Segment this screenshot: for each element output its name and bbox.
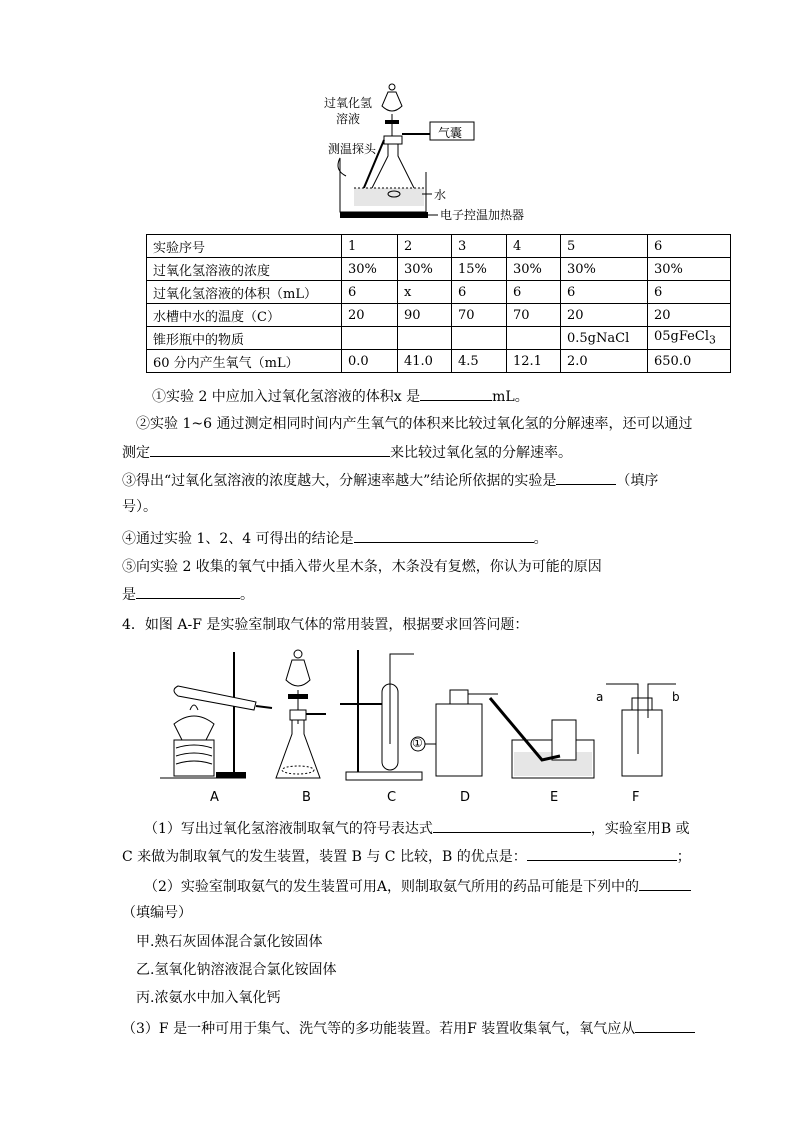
table-cell: 水槽中水的温度（C） [147,304,342,327]
q2-prefix: 测定 [122,445,150,461]
section-4-title: 4．如图 A-F 是实验室制取气体的常用装置，根据要求回答问题： [122,617,529,633]
p1-cont: ，实验室用B 或 [590,821,690,837]
answer-blank[interactable] [635,1018,695,1033]
table-cell [648,327,731,350]
table-cell: 2 [398,235,452,258]
answer-blank[interactable] [556,470,616,485]
table-cell: 3 [452,235,507,258]
label-D: D [460,790,471,805]
part-1-line1 [144,818,690,839]
q3-hint: （填序 [616,473,659,489]
answer-blank[interactable] [136,584,240,599]
table-cell: 30% [507,258,561,281]
question-3-line2: 号）。 [122,499,157,515]
question-5-line1: ⑤向实验 2 收集的氧气中插入带火星木条，木条没有复燃，你认为可能的原因 [122,559,602,575]
table-cell: 4.5 [452,350,507,373]
q3-text: ③得出“过氧化氢溶液的浓度越大，分解速率越大”结论所依据的实验是 [122,473,557,489]
table-cell: 6 [648,281,731,304]
table-cell: 5 [561,235,648,258]
label-b: b [672,690,680,704]
table-cell: 6 [561,281,648,304]
q4-end: 。 [533,531,548,547]
apparatus-a-f-drawing [160,644,720,784]
part-3-line1 [122,1018,695,1039]
label-heater: 电子控温加热器 [440,208,525,222]
table-row [147,281,731,304]
top-apparatus-figure [318,82,538,222]
fecl-subscript: 3 [708,333,716,347]
option-bing: 丙.浓氨水中加入氧化钙 [136,990,281,1006]
table-cell: 41.0 [398,350,452,373]
part-2-line1 [144,876,691,897]
q1-text: ①实验 2 中应加入过氧化氢溶液的体积x 是 [152,389,421,405]
table-cell: 20 [648,304,731,327]
table-cell: 70 [507,304,561,327]
table-cell: 6 [648,235,731,258]
question-3-line1 [122,470,658,491]
table-cell: 30% [398,258,452,281]
table-cell: 6 [452,281,507,304]
answer-blank[interactable] [150,442,390,457]
q5-end: 。 [240,587,254,603]
table-cell: 20 [561,304,648,327]
p2-text: （2）实验室制取氨气的发生装置可用A，则制取氨气所用的药品可能是下列中的 [144,879,640,895]
option-jia: 甲.熟石灰固体混合氯化铵固体 [136,934,323,950]
experiment-table [146,234,731,373]
fecl-text: 05gFeCl [654,329,709,345]
table-cell: 0.5gNaCl [561,327,648,350]
table-cell [452,327,507,350]
table-cell: x [398,281,452,304]
table-cell: 0.0 [342,350,398,373]
table-cell [507,327,561,350]
table-row [147,350,731,373]
label-circle-one: ① [412,736,423,750]
table-cell: 过氧化氢溶液的体积（mL） [147,281,342,304]
table-cell: 4 [507,235,561,258]
p3-text: （3）F 是一种可用于集气、洗气等的多功能装置。若用F 装置收集氧气，氧气应从 [122,1021,636,1037]
table-cell: 6 [507,281,561,304]
table-cell: 过氧化氢溶液的浓度 [147,258,342,281]
label-F: F [632,790,640,805]
answer-blank[interactable] [639,876,691,891]
q5-prefix: 是 [122,587,136,603]
apparatus-a-f-figure [160,644,720,764]
label-E: E [550,790,559,805]
label-probe: 测温探头 [328,142,377,156]
table-cell: 12.1 [507,350,561,373]
label-C: C [387,790,397,805]
question-4 [122,528,548,549]
table-cell: 30% [342,258,398,281]
answer-blank[interactable] [527,846,677,861]
answer-blank[interactable] [420,386,492,401]
label-B: B [302,790,311,805]
table-row [147,304,731,327]
answer-blank[interactable] [354,528,534,543]
table-cell: 30% [648,258,731,281]
table-cell [342,327,398,350]
answer-blank[interactable] [433,818,591,833]
table-row [147,258,731,281]
label-gasbag: 气囊 [438,126,463,140]
question-2-line2 [122,442,572,463]
option-yi: 乙.氢氧化钠溶液混合氯化铵固体 [136,962,337,978]
table-cell: 30% [561,258,648,281]
p1-text: （1）写出过氧化氢溶液制取氧气的符号表达式 [144,821,433,837]
part-1-line2 [122,846,691,867]
table-cell: 2.0 [561,350,648,373]
table-row [147,327,731,350]
table-cell: 650.0 [648,350,731,373]
p1-question: C 来做为制取氧气的发生装置，装置 B 与 C 比较，B 的优点是： [122,849,527,865]
q2-suffix: 来比较过氧化氢的分解速率。 [390,445,572,461]
table-cell: 15% [452,258,507,281]
label-solution-1: 过氧化氢 [324,96,373,110]
table-cell: 20 [342,304,398,327]
table-cell [398,327,452,350]
question-5-line2 [122,584,254,605]
p1-end: ； [676,849,691,865]
table-cell: 1 [342,235,398,258]
label-A: A [210,790,219,805]
table-cell: 锥形瓶中的物质 [147,327,342,350]
label-water: 水 [434,188,447,202]
table-cell: 90 [398,304,452,327]
q4-text: ④通过实验 1、2、4 可得出的结论是 [122,531,354,547]
table-cell: 实验序号 [147,235,342,258]
q1-unit: mL。 [492,389,529,405]
question-2-line1: ②实验 1~6 通过测定相同时间内产生氧气的体积来比较过氧化氢的分解速率，还可以通过 [136,416,693,432]
question-1 [152,386,529,407]
label-solution-2: 溶液 [336,112,361,126]
table-cell: 60 分内产生氧气（mL） [147,350,342,373]
table-cell: 6 [342,281,398,304]
label-a: a [596,690,604,704]
table-row [147,235,731,258]
table-cell: 70 [452,304,507,327]
part-2-line2: （填编号） [122,905,192,921]
